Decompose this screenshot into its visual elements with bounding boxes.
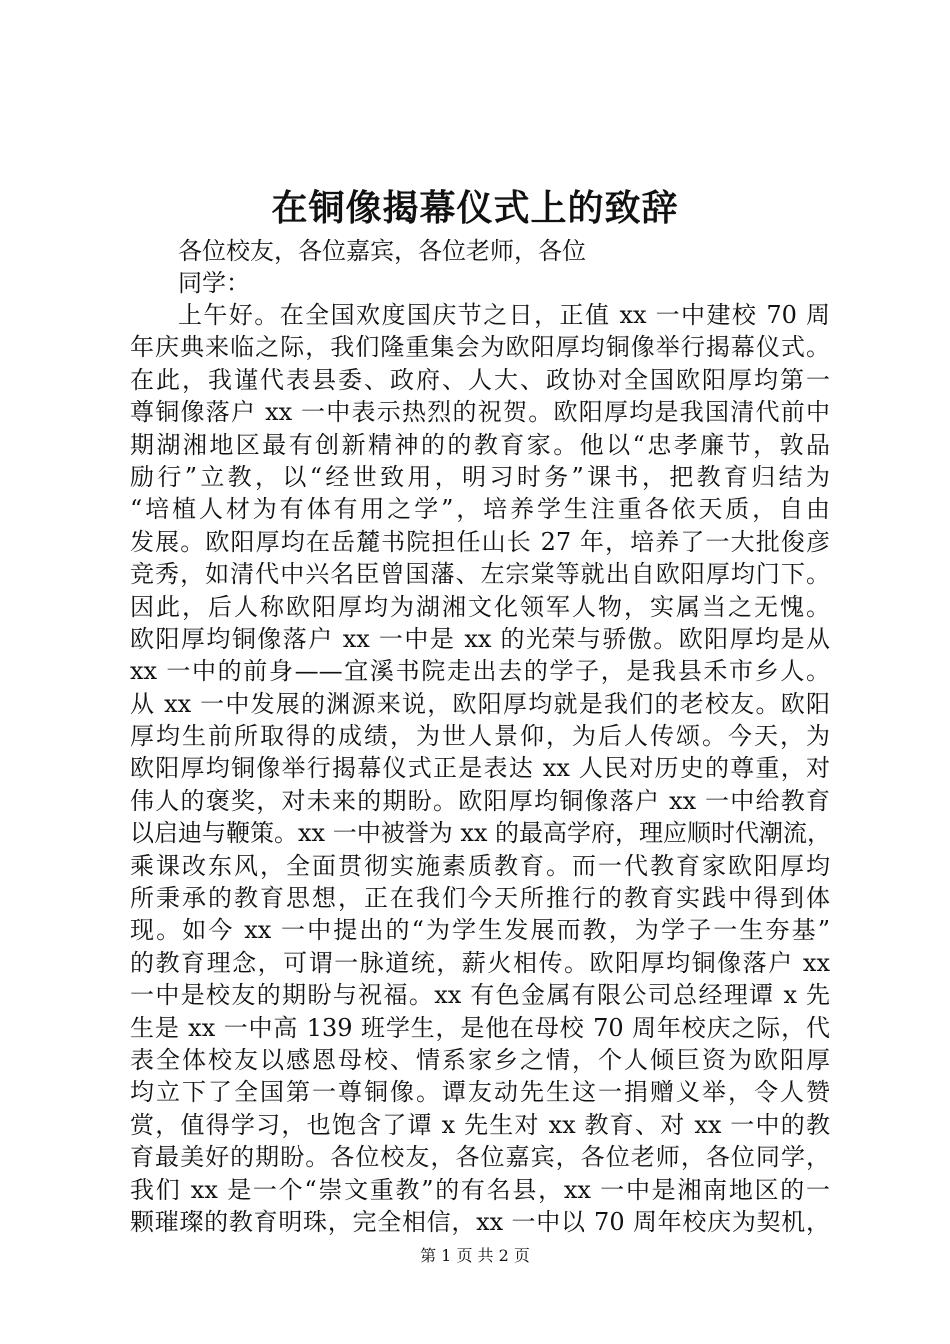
body-line: 所秉承的教育思想，正在我们今天所推行的教育实践中得到体 — [130, 884, 830, 913]
salutation — [178, 235, 658, 299]
body-line: xx 一中的前身——宜溪书院走出去的学子，是我县禾市乡人。 — [130, 657, 830, 686]
body-line: 因此，后人称欧阳厚均为湖湘文化领军人物，实属当之无愧。 — [130, 592, 830, 621]
body-line: 表全体校友以感恩母校、情系家乡之情，个人倾巨资为欧阳厚 — [130, 1045, 830, 1074]
body-line: 励行”立教，以“经世致用，明习时务”课书，把教育归结为 — [130, 462, 830, 491]
body-line: 现。如今 xx 一中提出的“为学生发展而教，为学子一生夯基” — [130, 916, 830, 945]
body-line: “培植人材为有体有用之学”，培养学生注重各依天质，自由 — [130, 495, 830, 524]
body-line: 颗璀璨的教育明珠，完全相信，xx 一中以 70 周年校庆为契机， — [130, 1207, 830, 1236]
body-line: 一中是校友的期盼与祝福。xx 有色金属有限公司总经理谭 x 先 — [130, 981, 830, 1010]
body-line: 育最美好的期盼。各位校友，各位嘉宾，各位老师，各位同学， — [130, 1143, 830, 1172]
document-title: 在铜像揭幕仪式上的致辞 — [271, 187, 679, 229]
body-line: 均立下了全国第一尊铜像。谭友动先生这一捐赠义举，令人赞 — [130, 1078, 830, 1107]
body-line: 乘课改东风，全面贯彻实施素质教育。而一代教育家欧阳厚均 — [130, 851, 830, 880]
body-line: 我们 xx 是一个“崇文重教”的有名县，xx 一中是湘南地区的一 — [130, 1175, 830, 1204]
salutation-line: 各位校友，各位嘉宾，各位老师，各位 — [178, 237, 586, 265]
body-text — [130, 299, 830, 1238]
body-line: 尊铜像落户 xx 一中表示热烈的祝贺。欧阳厚均是我国清代前中 — [130, 398, 830, 427]
body-line: 以启迪与鞭策。xx 一中被誉为 xx 的最高学府，理应顺时代潮流， — [130, 819, 832, 848]
body-line: 竞秀，如清代中兴名臣曾国藩、左宗棠等就出自欧阳厚均门下。 — [130, 560, 830, 589]
body-line: 欧阳厚均铜像落户 xx 一中是 xx 的光荣与骄傲。欧阳厚均是从 — [130, 624, 830, 653]
body-line: 期湖湘地区最有创新精神的的教育家。他以“忠孝廉节，敦品 — [130, 430, 830, 459]
body-line: 在此，我谨代表县委、政府、人大、政协对全国欧阳厚均第一 — [130, 365, 830, 394]
body-line: 赏，值得学习，也饱含了谭 x 先生对 xx 教育、对 xx 一中的教 — [130, 1110, 830, 1139]
body-line: 欧阳厚均铜像举行揭幕仪式正是表达 xx 人民对历史的尊重，对 — [130, 754, 830, 783]
body-line: 年庆典来临之际，我们隆重集会为欧阳厚均铜像举行揭幕仪式。 — [130, 333, 830, 362]
salutation-line: 同学： — [178, 269, 250, 297]
body-line: 厚均生前所取得的成绩，为世人景仰，为后人传颂。今天，为 — [130, 722, 830, 751]
body-line: 的教育理念，可谓一脉道统，薪火相传。欧阳厚均铜像落户 xx — [130, 948, 830, 977]
body-line: 生是 xx 一中高 139 班学生，是他在母校 70 周年校庆之际，代 — [130, 1013, 830, 1042]
body-line: 从 xx 一中发展的渊源来说，欧阳厚均就是我们的老校友。欧阳 — [130, 689, 830, 718]
body-line: 发展。欧阳厚均在岳麓书院担任山长 27 年，培养了一大批俊彦 — [130, 527, 830, 556]
body-line: 上午好。在全国欢度国庆节之日，正值 xx 一中建校 70 周 — [178, 301, 830, 329]
body-line: 伟人的褒奖，对未来的期盼。欧阳厚均铜像落户 xx 一中给教育 — [130, 786, 830, 815]
page-footer: 第 1 页 共 2 页 — [420, 1246, 530, 1265]
